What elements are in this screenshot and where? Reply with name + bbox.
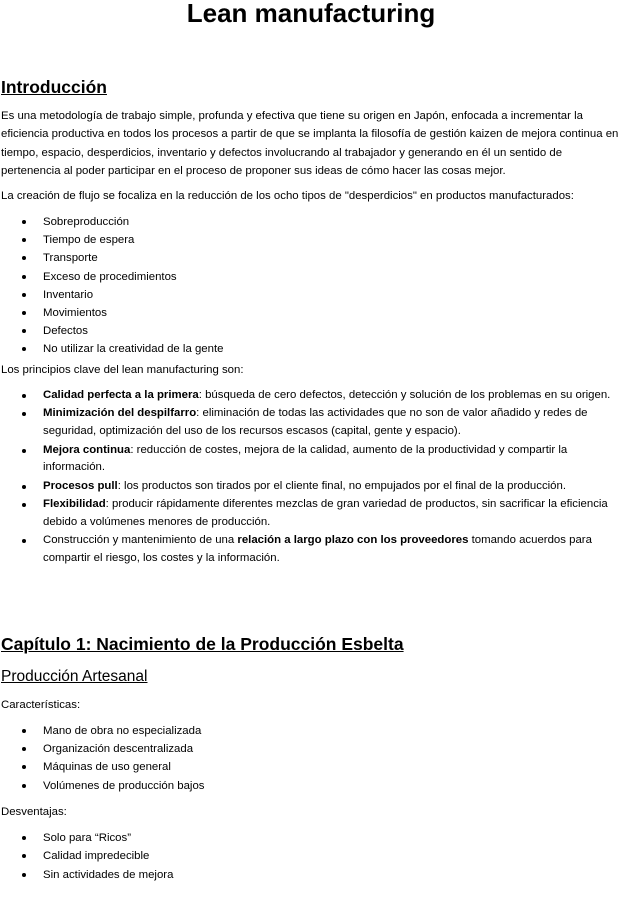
list-item: Tiempo de espera: [43, 231, 621, 249]
intro-paragraph: Es una metodología de trabajo simple, profunda y efectiva que tiene su origen en Japón, enfocada a incrementar la eficiencia productiva en todos los procesos a partir de que se implanta la filosofía de gestión kaizen de mejora continua en tiempo, espacio, desperdicios, inventario y defectos involucrando al trabajador y generando en él un sentido de pertenencia al poder participar en el proceso de proponer sus ideas de cómo hacer las cosas mejor.: [1, 110, 619, 178]
waste-list: [1, 213, 621, 359]
document-title: Lean manufacturing: [186, 0, 436, 28]
spacer: [1, 569, 621, 633]
principles-intro: Los principios clave del lean manufacturing son:: [1, 363, 244, 376]
principles-list: [1, 387, 621, 568]
list-item: Sin actividades de mejora: [43, 866, 621, 884]
principle-term: Mejora continua: [43, 443, 131, 456]
principle-item: Procesos pull: los productos son tirados por el cliente final, no empujados por el final de la producción.: [43, 478, 621, 496]
principle-item: Minimización del despilfarro: eliminación de todas las actividades que no son de valor añadido y redes de seguridad, optimización del uso de los recursos escasos (capital, gente y espacio).: [43, 405, 621, 441]
list-item: Volúmenes de producción bajos: [43, 777, 621, 795]
principle-item: Flexibilidad: producir rápidamente diferentes mezclas de gran variedad de productos, sin sacrificar la eficiencia debido a volúmenes menores de producción.: [43, 496, 621, 532]
list-item: Calidad impredecible: [43, 847, 621, 865]
list-item: Defectos: [43, 322, 621, 340]
list-item: No utilizar la creatividad de la gente: [43, 340, 621, 358]
features-list: [1, 722, 621, 795]
list-item: Sobreproducción: [43, 213, 621, 231]
principle-term: Calidad perfecta a la primera: [43, 389, 199, 402]
chapter1-subheading: Producción Artesanal: [1, 667, 148, 685]
features-label: Características:: [1, 698, 81, 711]
principle-term: Flexibilidad: [43, 498, 106, 511]
list-item: Movimientos: [43, 304, 621, 322]
principle-item: Mejora continua: reducción de costes, mejora de la calidad, aumento de la productividad y compartir la información.: [43, 442, 621, 478]
principle-term: Minimización del despilfarro: [43, 407, 197, 420]
list-item: Exceso de procedimientos: [43, 268, 621, 286]
list-item: Mano de obra no especializada: [43, 722, 621, 740]
list-item: Máquinas de uso general: [43, 758, 621, 776]
chapter1-heading: Capítulo 1: Nacimiento de la Producción Esbelta: [1, 633, 404, 654]
list-item: Inventario: [43, 286, 621, 304]
principle-item: Construcción y mantenimiento de una relación a largo plazo con los proveedores tomando acuerdos para compartir el riesgo, los costes y la información.: [43, 532, 621, 568]
intro-heading: Introducción: [1, 77, 107, 97]
disadvantages-list: [1, 829, 621, 884]
principle-item: Calidad perfecta a la primera: búsqueda de cero defectos, detección y solución de los problemas en su origen.: [43, 387, 621, 405]
list-item: Solo para “Ricos”: [43, 829, 621, 847]
principle-term: relación a largo plazo con los proveedores: [237, 534, 469, 547]
disadvantages-label: Desventajas:: [1, 805, 67, 818]
principle-term: Procesos pull: [43, 479, 118, 492]
list-item: Transporte: [43, 249, 621, 267]
waste-intro: La creación de flujo se focaliza en la reducción de los ocho tipos de "desperdicios" en productos manufacturados:: [1, 189, 574, 202]
list-item: Organización descentralizada: [43, 740, 621, 758]
spacer: [1, 28, 621, 76]
